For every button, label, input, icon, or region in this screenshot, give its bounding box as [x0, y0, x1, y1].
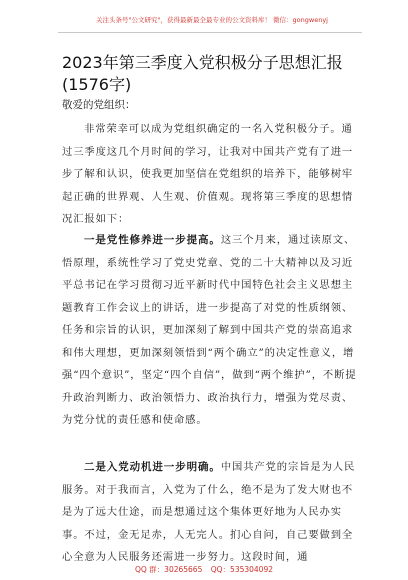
paragraph-text: 中国共产党的宗旨是为人民服务。对于我而言，入党为了什么，绝不是为了发大财也不是为了远大仕途，而是想通过这个集体更好地为人民办实事。不过，金无足赤，人无完人。扪心自问，自己要做到全心全意为人民服务还需进一步努力。这段时间，通	[62, 461, 356, 563]
salutation: 敬爱的党组织：	[62, 99, 136, 111]
paragraph-text: 非常荣幸可以成为党组织确定的一名入党积极分子。通过三季度这几个月时间的学习，让我对中国共产党有了进一步了解和认识，使我更加坚信在党组织的培养下，能够树牢起正确的世界观、人生观、价值观。现将第三季度的思想情况汇报如下：	[62, 123, 354, 225]
footer-qq: QQ：535304092	[210, 565, 274, 574]
header-banner: 关注头条号"公文研究"，获得最新最全最专业的公文资料库！ 微信：gongwenyj	[96, 16, 328, 24]
paragraph-lead-heading: 二是入党动机进一步明确。	[84, 461, 221, 473]
footer-qq-group: QQ 群：30265665	[134, 565, 203, 574]
paragraph-intro	[62, 118, 358, 231]
paragraph-lead-heading: 一是党性修养进一步提高。	[84, 234, 221, 246]
footer-contact	[0, 564, 408, 576]
header-divider	[58, 32, 362, 33]
paragraph-party-spirit	[62, 229, 358, 432]
document-title: 2023年第三季度入党积极分子思想汇报(1576字)	[62, 53, 343, 94]
paragraph-motivation	[62, 456, 358, 569]
paragraph-text: 这三个月来，通过读原文、悟原理，系统性学习了党史党章、党的二十大精神以及习近平总书记在学习贯彻习近平新时代中国特色社会主义思想主题教育工作会议上的讲话，进一步提高了对党的性质纲领、任务和宗旨的认识，更加深刻了解到中国共产党的崇高追求和伟大理想，更加深刻领悟到“两个确立”的决定性意义，增强“四个意识”，坚定“四个自信”，做到“两个维护”，不断提升政治判断力、政治领悟力、政治执行力，增强为党尽责、为党分忧的责任感和使命感。	[62, 234, 357, 426]
